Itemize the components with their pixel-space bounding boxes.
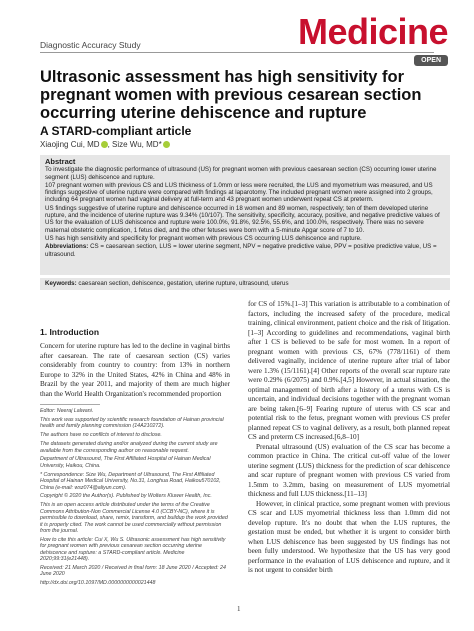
journal-logo: Medicine [297, 11, 448, 52]
orcid-icon[interactable] [101, 141, 108, 148]
footnote: * Correspondence: Size Wu, Department of Ultrasound, The First Affiliated Hospital of Hainan Medical University, No.31, Longhua Road, Haikou570102, China (e-mail: wsz074@aliyun.com). [40, 471, 221, 491]
footnote: Editor: Neeraj Lalwani. [40, 408, 94, 414]
footnote: The authors have no conflicts of interest to disclose. [40, 432, 162, 439]
open-access-badge: OPEN [414, 55, 448, 66]
corresponding-mark: * [158, 140, 162, 149]
keywords-box [40, 278, 450, 290]
page-number: 1 [237, 605, 241, 613]
doi-link[interactable]: http://dx.doi.org/10.1097/MD.0000000000021448 [40, 580, 156, 587]
intro-paragraph: Concern for uterine rupture has led to the decline in vaginal births after caesarean. The rate of caesarean section (CS) varies considerably from country to country: from 13% in northern Europe to 32% in the United States, 42% in China and 48% in Brazil by the year 2011, and majority of them are much higher than the World Health Organization's recommended proportion [40, 342, 230, 398]
article-subtitle: A STARD-compliant article [40, 124, 192, 138]
header-rule [40, 52, 434, 53]
orcid-icon[interactable] [163, 141, 170, 148]
author-list [40, 140, 170, 149]
footnote: Department of Ultrasound, The First Affiliated Hospital of Hainan Medical University, Haikou, China. [40, 456, 211, 469]
author-name: , Size Wu, MD [107, 140, 159, 149]
footnote: This work was supported by scientific research foundation of Hainan provincial health and family planning commission (14A210272). [40, 416, 224, 430]
abbreviations-text: CS = caesarean section, LUS = lower uterine segment, NPV = negative predictive value, PPV = positive predictive value, US = ultrasound. [45, 243, 437, 258]
intro-heading: 1. Introduction [40, 327, 100, 337]
abstract-paragraph: To investigate the diagnostic performance of ultrasound (US) for pregnant women with previous caesarean section (CS) occurring lower uterine segment (LUS) dehiscence and rupture. [45, 166, 437, 181]
footnote: This is an open access article distributed under the terms of the Creative Commons Attribution-Non Commercial License 4.0 (CCBY-NC), where it is permissible to download, share, remix, transform, and buildup the work provided it is properly cited. The work cannot be used commercially without permission from the journal. [40, 502, 228, 534]
author-name: Xiaojing Cui, MD [40, 140, 100, 149]
footnotes [40, 408, 230, 587]
keywords-label: Keywords: [45, 280, 77, 287]
abstract-paragraph: US has high sensitivity and specificity for pregnant women with previous CS occurring LUS dehiscence and rupture. [45, 234, 362, 242]
section-tag: Diagnostic Accuracy Study [40, 40, 141, 50]
footnote: How to cite this article: Cui X, Wu S. Ultrasonic assessment has high sensitivity for pregnant women with previous cesarean section occurring uterine dehiscence and rupture: a STARD-compliant article. Medicine 2020;99:31(e21448). [40, 536, 226, 563]
footnote: Received: 21 March 2020 / Received in final form: 18 June 2020 / Accepted: 24 June 2020 [40, 565, 226, 578]
right-column [248, 300, 450, 576]
abbreviations [45, 243, 445, 258]
abstract-box [40, 155, 450, 275]
article-title: Ultrasonic assessment has high sensitivity for pregnant women with previous cesarean section occurring uterine dehiscence and rupture [40, 68, 422, 122]
footnote: Copyright © 2020 the Author(s). Published by Wolters Kluwer Health, Inc. [40, 493, 212, 500]
body-paragraph: Prenatal ultrasound (US) evaluation of the CS scar has become a common practice in China. The critical cut-off value of the lower uterine segment (LUS) thickness for the prediction of scar dehiscence and scar rupture of pregnant women with previous CS varied from 1.5mm to 3.2mm, basing on measurement of LUS myometrial thickness and full LUS thickness.[11–13] [248, 442, 450, 498]
keywords-text: caesarean section, dehiscence, gestation, uterine rupture, ultrasound, uterus [78, 280, 289, 287]
abstract-paragraph: US findings suggestive of uterine rupture and dehiscence occurred in 18 women and 89 women, respectively; ten of them developed uterine rupture, and the incidence of uterine rupture was 9.34% (10/107). The sensitivity, specificity, accuracy, positive, and negative predictive values of US for the evaluation of LUS dehiscence and rupture were 100.0%, 91.8%, 92.5%, 55.6%, and 100.0%, respectively. There was no severe maternal obstetric complication, 1 fetus died, and the other fetuses were born with a 5-minute Apgar score of 7 to 10. [45, 204, 440, 234]
abstract-heading: Abstract [45, 157, 76, 166]
abbreviations-label: Abbreviations: [45, 243, 89, 251]
left-column [40, 300, 230, 589]
abstract-paragraph: 107 pregnant women with previous CS and LUS thickness of 1.0mm or less were recruited, the LUS and myometrium was measured, and US findings suggestive of uterine rupture were compared with findings at laparotomy. The included pregnant women were assigned into 2 groups, including 64 pregnant women had vaginal delivery at full-term and 43 pregnant women underwent repeat CS at preterm. [45, 181, 433, 204]
body-paragraph: for CS of 15%.[1–3] This variation is attributable to a combination of factors, including the increased safety of the procedure, medical training, clinical environment, patient choice and the risk of litigation.[1–3] According to guidelines and recommendations, vaginal birth after 1 CS is believed to be safe for most women. In a report of pregnant women with previous CS, 67% (778/1161) of them delivered vaginally, incidence of uterine rupture after trial of labor were 1.3% (15/1161).[4] Other reports of the overall scar rupture rate were 0.29% (6/2075) and 0.9%.[4,5] However, in actual situation, the optimal management of birth after a history of a uterus with CS is uncertain, and individual decisions together with the pregnant woman are being taken.[6–9] Fearing rupture of uterus with CS scar and potential risk to the fetus, pregnant women with previous CS prefer planned repeat CS to vaginal delivery, as a result, both planned repeat CS and preterm CS increased.[6,8–10] [248, 300, 450, 441]
footnote-divider [40, 404, 100, 405]
footnote: The datasets generated during and/or analyzed during the current study are available from the corresponding author on reasonable request. [40, 441, 218, 454]
body-paragraph: However, in clinical practice, some pregnant women with previous CS scar and LUS myometrial thickness less than 1.0mm did not develop rupture. It's no doubt that when the LUS ruptures, the gestation must be ended, but whether it is urgent to consider birth when LUS dehiscence has been suggested by US findings has not been fully understood. We hypothesize that the US has very good performance in the evaluation of LUS dehiscence and rupture, and it is not urgent to consider birth [248, 499, 450, 574]
